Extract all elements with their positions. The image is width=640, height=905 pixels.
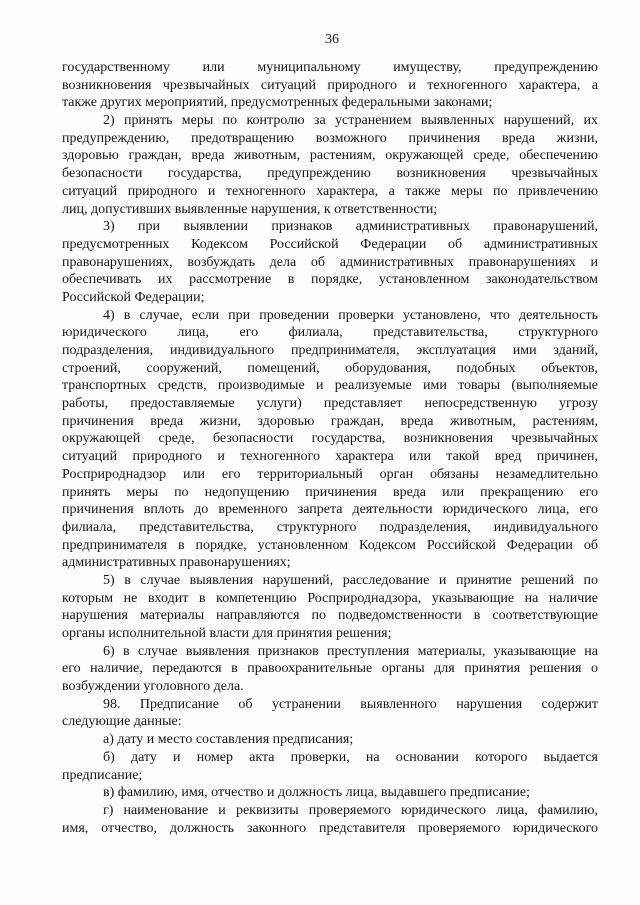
body-line: работы, предоставляемые услуги) представляет непосредственную угрозу <box>62 396 598 412</box>
body-line: его наличие, передаются в правоохранительные органы для принятия решения о <box>62 661 598 677</box>
body-line: окружающей среде, безопасности государства, возникновения чрезвычайных <box>62 431 598 447</box>
page-number: 36 <box>325 32 339 47</box>
body-line: транспортных средств, производимые и реализуемые ими товары (выполняемые <box>62 378 598 394</box>
body-line: г) наименование и реквизиты проверяемого юридического лица, фамилию, <box>103 802 598 818</box>
body-line: причинения вплоть до временного запрета деятельности юридического лица, его <box>62 502 598 518</box>
body-line: здоровью граждан, вреда животным, растениям, окружающей среде, обеспечению <box>62 148 598 164</box>
body-line: государственному или муниципальному имуществу, предупреждению <box>62 60 598 75</box>
body-line: Российской Федерации; <box>62 289 205 305</box>
document-body <box>62 59 598 837</box>
body-line: ситуаций природного и техногенного характера или такой вред причинен, <box>62 449 598 465</box>
body-line: безопасности государства, предупреждению возникновения чрезвычайных <box>62 166 598 182</box>
body-line: которым не входит в компетенцию Росприроднадзора, указывающие на наличие <box>62 590 598 606</box>
body-line: в) фамилию, имя, отчество и должность лица, выдавшего предписание; <box>103 785 531 801</box>
body-line: нарушения материалы направляются по подведомственности в соответствующие <box>62 608 598 624</box>
body-line: предусмотренных Кодексом Российской Федерации об административных <box>62 236 598 252</box>
body-line: 6) в случае выявления признаков преступления материалы, указывающие на <box>103 643 598 659</box>
body-line: обеспечивать их рассмотрение в порядке, установленном законодательством <box>62 272 598 288</box>
body-line: Росприроднадзор или его территориальный орган обязаны незамедлительно <box>62 466 598 482</box>
body-line: 2) принять меры по контролю за устранением выявленных нарушений, их <box>103 113 598 129</box>
body-line: предпринимателя в порядке, установленном Кодексом Российской Федерации об <box>62 537 598 553</box>
body-line: предписание; <box>62 767 143 783</box>
body-line: причинения вреда жизни, здоровью граждан, вреда животным, растениям, <box>62 413 598 429</box>
body-line: 4) в случае, если при проведении проверки установлено, что деятельность <box>103 307 598 323</box>
body-line: строений, сооружений, помещений, оборудования, подобных объектов, <box>62 360 598 376</box>
body-line: 98. Предписание об устранении выявленного нарушения содержит <box>103 696 598 712</box>
body-line: 5) в случае выявления нарушений, расследование и принятие решений по <box>103 572 598 588</box>
body-line: б) дату и номер акта проверки, на основании которого выдается <box>103 749 598 765</box>
body-line: административных правонарушениях; <box>62 555 291 571</box>
body-line: юридического лица, его филиала, представительства, структурного <box>62 325 598 341</box>
body-line: следующие данные: <box>62 714 182 730</box>
body-line: а) дату и место составления предписания; <box>103 732 354 748</box>
body-line: правонарушениях, возбуждать дела об административных правонарушениях и <box>62 254 598 270</box>
body-line: возбуждении уголовного дела. <box>62 679 244 695</box>
body-line: принять меры по недопущению причинения вреда или прекращению его <box>62 484 598 500</box>
body-line: 3) при выявлении признаков административных правонарушений, <box>103 219 598 235</box>
body-line: возникновения чрезвычайных ситуаций природного и техногенного характера, а <box>62 77 598 93</box>
body-line: ситуаций природного и техногенного характера, а также меры по привлечению <box>62 183 598 199</box>
body-line: подразделения, индивидуального предпринимателя, эксплуатация ими зданий, <box>62 343 598 358</box>
body-line: филиала, представительства, структурного подразделения, индивидуального <box>62 519 598 535</box>
body-line: предупреждению, предотвращению возможного причинения вреда жизни, <box>62 130 598 146</box>
body-line: органы исполнительной власти для принятия решения; <box>62 626 392 641</box>
body-line: имя, отчество, должность законного представителя проверяемого юридического <box>62 820 598 836</box>
body-line: лиц, допустивших выявленные нарушения, к ответственности; <box>62 201 438 217</box>
body-line: также других мероприятий, предусмотренных федеральными законами; <box>62 95 493 111</box>
